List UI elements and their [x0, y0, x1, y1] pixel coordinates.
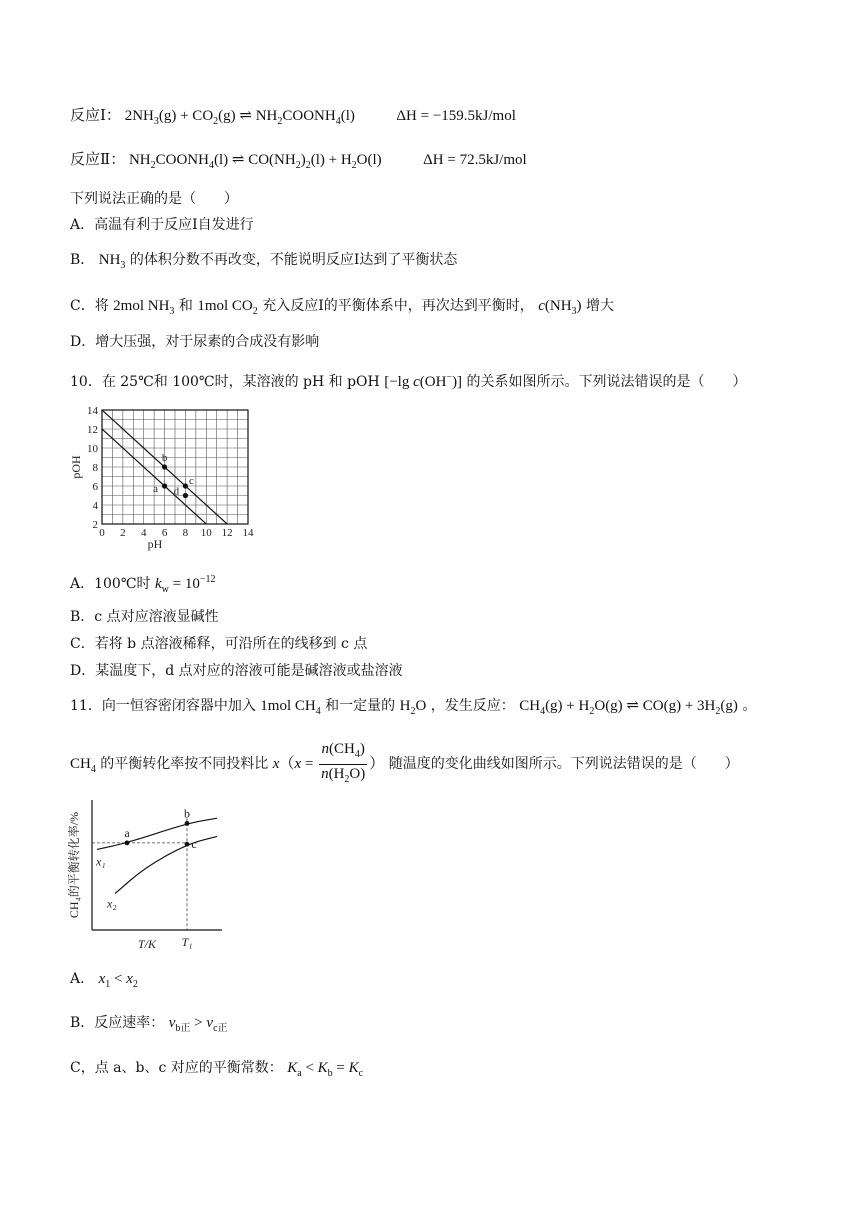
- curve-label-2: x₂: [107, 896, 117, 911]
- t1-tick-label: T₁: [181, 935, 193, 949]
- ph-axis-label: pH: [147, 537, 163, 551]
- ph-poh-chart: [68, 400, 258, 560]
- temperature-axis-label: T/K: [137, 937, 157, 951]
- point-b: [162, 464, 167, 469]
- ratio-definition: x（x = $\frac{n(CH_4)}{n(H_2O)}$ ）: [273, 756, 385, 772]
- q9-option-c-mid2: 充入反应Ⅰ的平衡体系中，再次达到平衡时，: [262, 298, 534, 314]
- q9-option-b: [70, 250, 457, 276]
- curve-2: [115, 836, 217, 893]
- q9-option-d: D．增大压强，对于尿素的合成没有影响: [70, 334, 320, 350]
- point-label-b: b: [161, 452, 168, 464]
- conversion-curves: [95, 818, 217, 910]
- q9-stem: 下列说法正确的是（ ）: [70, 191, 238, 207]
- y-tick-label: 6: [92, 481, 98, 493]
- rate-compare: $v_{b正} > v_{c正}$: [168, 1015, 228, 1034]
- ratio-fraction: $\frac{n(CH_4)}{n(H_2O)}$: [321, 741, 366, 785]
- q10-stem: [70, 368, 747, 392]
- nh3-formula: $NH_3$: [98, 252, 126, 271]
- q10-stem-part1: 10．在 25℃和 100℃时，某溶液的 pH 和 pOH: [70, 374, 380, 390]
- y-tick-label: 2: [92, 519, 98, 531]
- q11-option-c: [70, 1058, 363, 1084]
- q10-option-a-prefix: A．100℃时: [70, 576, 151, 592]
- point-a: [162, 483, 167, 488]
- q11-stem-part1: 11．向一恒容密闭容器中加入: [70, 698, 256, 714]
- conversion-guides: [92, 818, 187, 930]
- y-tick-label: 8: [92, 462, 98, 474]
- q11-stem-line2: [70, 740, 739, 790]
- conversion-points: [124, 806, 196, 851]
- point-a: [125, 841, 130, 846]
- x-tick-label: 10: [200, 527, 212, 539]
- point-label-a: a: [153, 483, 159, 495]
- reaction-2-equation: $NH_2COONH_4(l)$ ⇌ $CO(NH_2)_2(l) + H_2O(l)$: [128, 152, 382, 171]
- point-label-c: c: [188, 475, 194, 487]
- curve-label-1: x₁: [96, 854, 106, 869]
- ch4-amount: 1mol $CH_4$: [260, 698, 321, 717]
- q9-option-a: A．高温有利于反应Ⅰ自发进行: [70, 217, 254, 233]
- q9-option-c-prefix: C．将: [70, 298, 109, 314]
- q11-option-c-prefix: C，点 a、b、c 对应的平衡常数：: [70, 1060, 283, 1076]
- x-tick-label: 8: [182, 527, 189, 539]
- q11-option-b-prefix: B．反应速率：: [70, 1015, 165, 1031]
- q11-stem-part3: ，发生反应：: [430, 698, 515, 714]
- q11-stem-end: 。: [742, 698, 757, 714]
- x-compare: $x_1 < x_2$: [98, 971, 138, 990]
- x-tick-label: 4: [140, 527, 147, 539]
- q11-option-a: [70, 969, 138, 995]
- k-compare: $K_a < K_b = K_c$: [287, 1060, 364, 1079]
- q9-option-c: [70, 296, 614, 322]
- co2-amount: 1mol $CO_2$: [197, 298, 258, 317]
- conversion-temperature-chart: [62, 790, 232, 960]
- nh3-amount: 2mol $NH_3$: [113, 298, 175, 317]
- q11-stem-part2: 和一定量的: [325, 698, 396, 714]
- c-nh3-expression: $c(NH_3)$: [538, 298, 582, 317]
- x-tick-label: 12: [221, 527, 233, 539]
- q9-option-c-mid1: 和: [178, 298, 193, 314]
- q11-stem-line1: [70, 696, 756, 722]
- q11-reaction: $CH_4(g) + H_2O(g)$ ⇌ $CO(g) + 3H_2(g)$: [519, 698, 738, 717]
- kw-expression: $k_w = 10^{-12}$: [154, 574, 216, 595]
- poh-definition: [−lg c(OH−)]: [384, 372, 463, 390]
- x-tick-label: 6: [161, 527, 168, 539]
- point-c: [183, 483, 188, 488]
- y-tick-label: 10: [87, 443, 98, 455]
- q10-option-a: [70, 570, 215, 600]
- reaction-2-label: 反应Ⅱ：: [70, 152, 126, 168]
- point-label-b: b: [184, 806, 190, 821]
- ph-poh-grid: [102, 410, 248, 524]
- q10-option-b: B．c 点对应溶液显碱性: [70, 609, 219, 625]
- y-tick-label: 4: [92, 500, 98, 512]
- poh-axis-label: pOH: [69, 455, 83, 479]
- reaction-2-enthalpy: ΔH = 72.5kJ/mol: [423, 152, 527, 168]
- q10-stem-part2: 的关系如图所示。下列说法错误的是（ ）: [466, 374, 747, 390]
- q11-option-a-prefix: A．: [70, 971, 95, 987]
- h2o-formula: $H_2O$: [399, 698, 427, 717]
- y-tick-label: 12: [87, 424, 98, 436]
- point-label-c: c: [191, 837, 197, 852]
- conversion-axis-label: CH₄的平衡转化率/%: [67, 811, 81, 919]
- x-tick-label: 0: [99, 527, 105, 539]
- q9-option-c-end: 增大: [586, 298, 614, 314]
- q11-option-b: [70, 1013, 228, 1039]
- reaction-1-equation: $2NH_3(g) + CO_2(g)$ ⇌ $NH_2COONH_4(l)$: [124, 108, 355, 127]
- y-tick-label: 14: [87, 405, 98, 417]
- x-tick-label: 14: [242, 527, 254, 539]
- reaction-1-label: 反应Ⅰ：: [70, 108, 121, 124]
- q11-stem-part4: 的平衡转化率按不同投料比: [100, 755, 269, 772]
- q11-stem-part5: 随温度的变化曲线如图所示。下列说法错误的是（ ）: [388, 755, 739, 772]
- x-tick-label: 2: [120, 527, 126, 539]
- q9-option-b-prefix: B．: [70, 252, 95, 268]
- q9-option-b-text: 的体积分数不再改变，不能说明反应Ⅰ达到了平衡状态: [129, 252, 458, 268]
- reaction-2-line: [70, 150, 527, 176]
- reaction-1-line: [70, 106, 516, 132]
- point-label-a: a: [124, 825, 130, 840]
- reaction-1-enthalpy: ΔH = −159.5kJ/mol: [396, 108, 516, 124]
- ch4-formula: $CH_4$: [70, 755, 96, 775]
- point-c: [185, 842, 190, 847]
- point-label-d: d: [173, 485, 180, 498]
- point-b: [185, 821, 190, 826]
- curve-1: [97, 818, 217, 852]
- point-d: [183, 493, 188, 498]
- q10-option-c: C．若将 b 点溶液稀释，可沿所在的线移到 c 点: [70, 636, 368, 652]
- q10-option-d: D．某温度下，d 点对应的溶液可能是碱溶液或盐溶液: [70, 663, 403, 679]
